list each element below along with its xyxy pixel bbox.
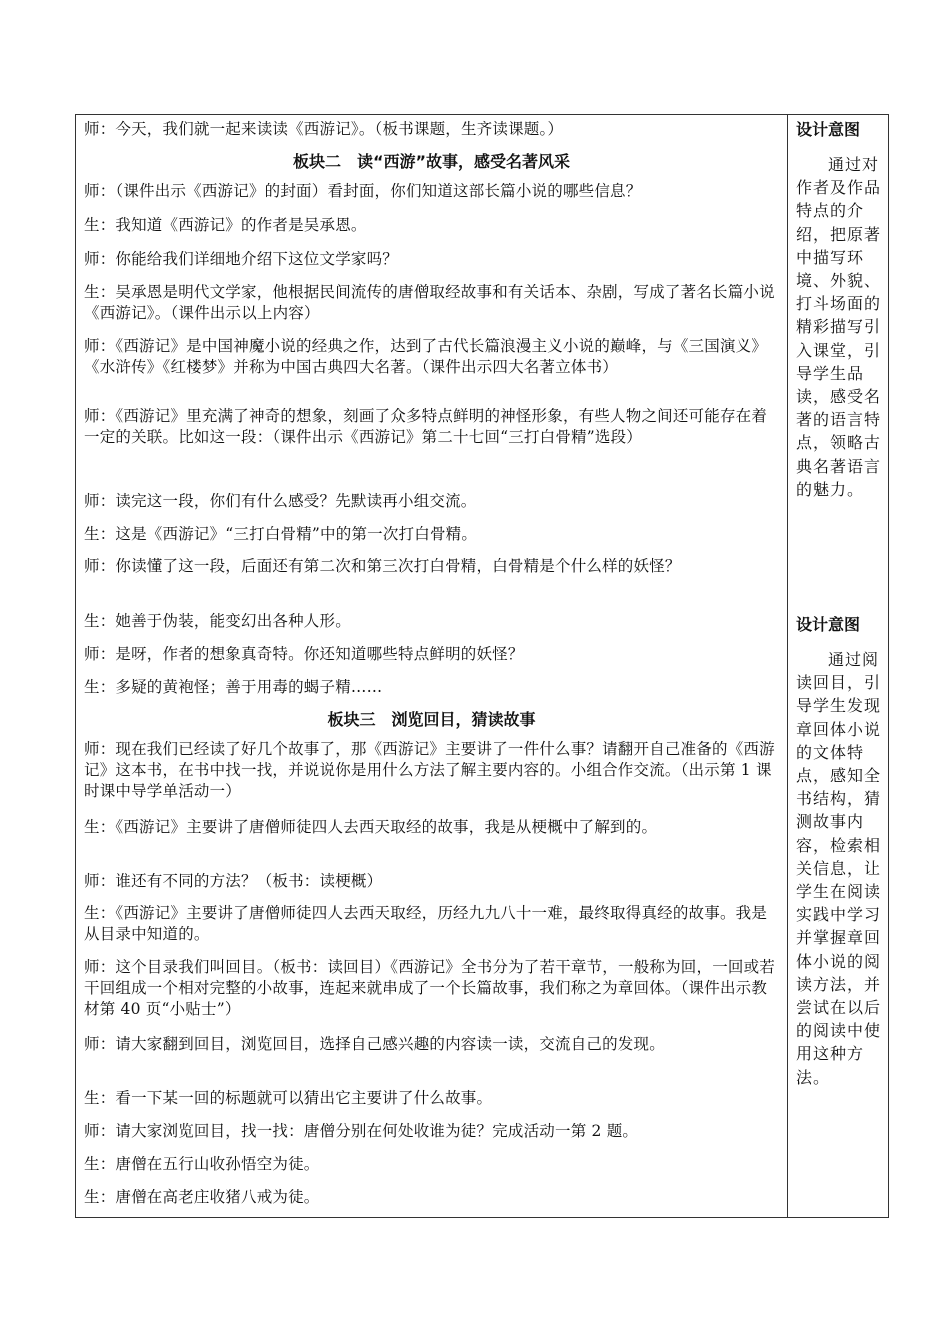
design-intent-body: 通过阅读回目，引导学生发现章回体小说的文体特点，感知全书结构，猜测故事内容，检索相关信息，让学生在阅读实践中学习并掌握章回体小说的阅读方法，并尝试在以后的阅读中使用这种方法。 xyxy=(796,650,882,1087)
dialogue-line: 生：多疑的黄袍怪；善于用毒的蝎子精…… xyxy=(84,678,383,696)
dialogue-line: 生：这是《西游记》“三打白骨精”中的第一次打白骨精。 xyxy=(84,525,478,543)
design-intent-text xyxy=(796,153,882,501)
teaching-process-column xyxy=(76,115,788,1217)
section-heading: 板块三 浏览回目，猜读故事 xyxy=(327,710,536,729)
lesson-plan-table xyxy=(75,114,889,1218)
section-heading: 板块二 读“西游”故事，感受名著风采 xyxy=(292,152,571,171)
dialogue-line: 师：这个目录我们叫回目。（板书：读回目）《西游记》全书分为了若干章节，一般称为回，一回或若干回组成一个相对完整的小故事，连起来就串成了一个长篇故事，我们称之为章回体。（课件出示教材第 40 页“小贴士”） xyxy=(84,958,776,1018)
dialogue-line: 生：我知道《西游记》的作者是吴承恩。 xyxy=(84,216,367,234)
dialogue-line: 生：唐僧在高老庄收猪八戒为徒。 xyxy=(84,1188,320,1206)
design-intent-title: 设计意图 xyxy=(796,120,861,139)
dialogue-line: 生：她善于伪装，能变幻出各种人形。 xyxy=(84,612,351,630)
dialogue-line: 师：读完这一段，你们有什么感受？先默读再小组交流。 xyxy=(84,492,477,510)
dialogue-line: 师：请大家翻到回目，浏览回目，选择自己感兴趣的内容读一读，交流自己的发现。 xyxy=(84,1035,665,1053)
dialogue-line: 师：今天，我们就一起来读读《西游记》。（板书课题，生齐读课题。） xyxy=(84,120,564,138)
dialogue-line: 师：请大家浏览回目，找一找：唐僧分别在何处收谁为徒？完成活动一第 2 题。 xyxy=(84,1122,639,1140)
dialogue-line: 师：你读懂了这一段，后面还有第二次和第三次打白骨精，白骨精是个什么样的妖怪？ xyxy=(84,557,681,575)
dialogue-line: 生：《西游记》主要讲了唐僧师徒四人去西天取经的故事，我是从梗概中了解到的。 xyxy=(84,818,658,836)
dialogue-line: 师：谁还有不同的方法？（板书：读梗概） xyxy=(84,872,383,890)
dialogue-line: 生：唐僧在五行山收孙悟空为徒。 xyxy=(84,1155,320,1173)
dialogue-line: 师：是呀，作者的想象真奇特。你还知道哪些特点鲜明的妖怪？ xyxy=(84,645,524,663)
design-intent-column xyxy=(788,115,888,1217)
design-intent-title: 设计意图 xyxy=(796,615,861,634)
design-intent-block xyxy=(796,119,882,501)
design-intent-text xyxy=(796,648,882,1089)
dialogue-line: 师：现在我们已经读了好几个故事了，那《西游记》主要讲了一件什么事？请翻开自己准备的《西游记》这本书，在书中找一找，并说说你是用什么方法了解主要内容的。小组合作交流。（出示第 1 课时课中导学单活动一） xyxy=(84,740,775,800)
dialogue-line: 生：《西游记》主要讲了唐僧师徒四人去西天取经，历经九九八十一难，最终取得真经的故事。我是从目录中知道的。 xyxy=(84,904,768,943)
dialogue-line: 师：（课件出示《西游记》的封面）看封面，你们知道这部长篇小说的哪些信息？ xyxy=(84,182,642,200)
dialogue-line: 师：你能给我们详细地介绍下这位文学家吗？ xyxy=(84,250,399,268)
design-intent-block xyxy=(796,614,882,1089)
dialogue-line: 师：《西游记》里充满了神奇的想象，刻画了众多特点鲜明的神怪形象，有些人物之间还可能存在着一定的关联。比如这一段：（课件出示《西游记》第二十七回“三打白骨精”选段） xyxy=(84,407,768,446)
dialogue-line: 生：吴承恩是明代文学家，他根据民间流传的唐僧取经故事和有关话本、杂剧，写成了著名长篇小说《西游记》。（课件出示以上内容） xyxy=(84,283,775,322)
dialogue-line: 生：看一下某一回的标题就可以猜出它主要讲了什么故事。 xyxy=(84,1089,493,1107)
dialogue-line: 师：《西游记》是中国神魔小说的经典之作，达到了古代长篇浪漫主义小说的巅峰，与《三国演义》《水浒传》《红楼梦》并称为中国古典四大名著。（课件出示四大名著立体书） xyxy=(84,337,768,376)
design-intent-body: 通过对作者及作品特点的介绍，把原著中描写环境、外貌、打斗场面的精彩描写引入课堂，引导学生品读，感受名著的语言特点，领略古典名著语言的魅力。 xyxy=(796,155,882,499)
